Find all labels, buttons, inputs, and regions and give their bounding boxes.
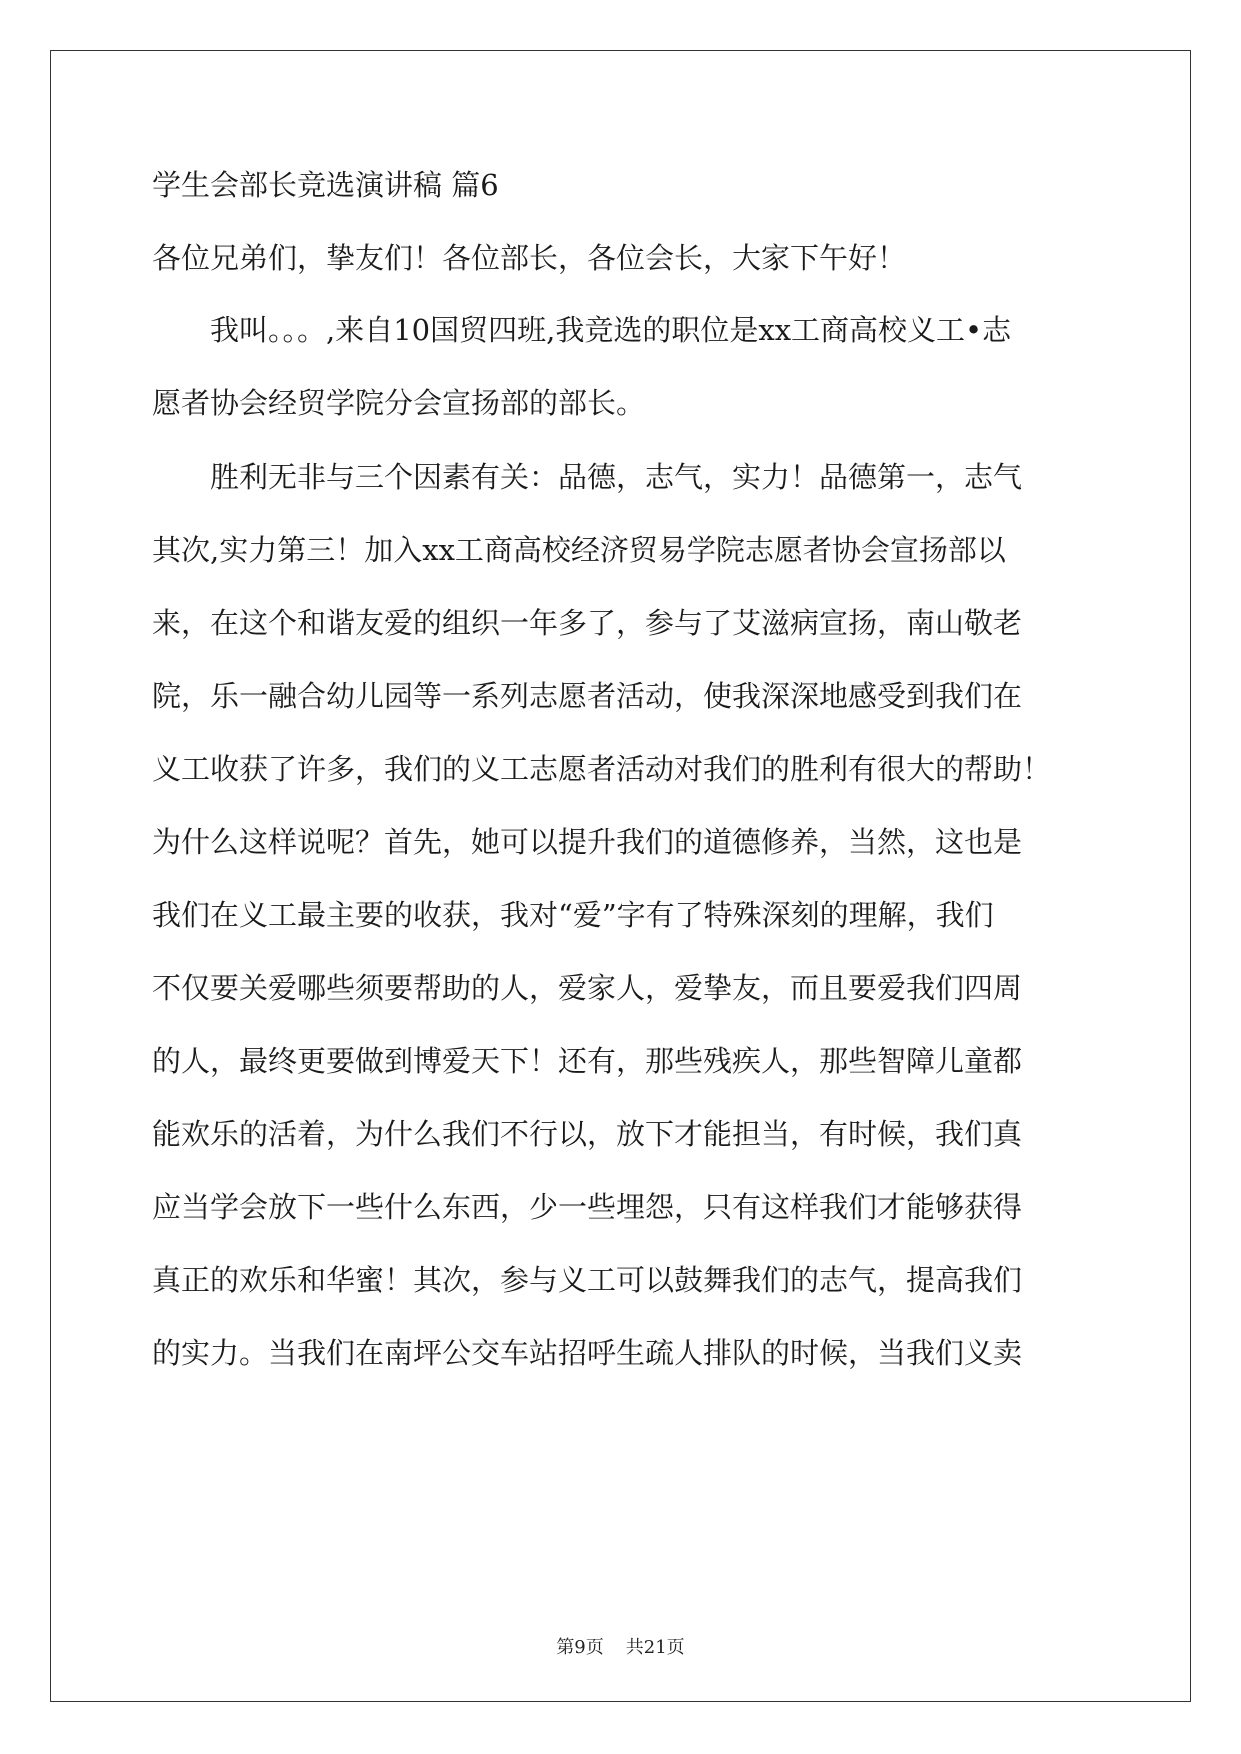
text-line: 的人，最终更要做到博爱天下！还有，那些残疾人，那些智障儿童都	[152, 1044, 1023, 1078]
text-line: 应当学会放下一些什么东西，少一些埋怨，只有这样我们才能够获得	[152, 1190, 1023, 1224]
page-number: 第9页	[556, 1637, 604, 1658]
text-line: 我叫。。。,来自10国贸四班,我竞选的职位是xx工商高校义工•志	[152, 313, 1012, 347]
page-footer	[0, 1633, 1241, 1659]
text-line: 来，在这个和谐友爱的组织一年多了，参与了艾滋病宣扬，南山敬老	[152, 606, 1023, 640]
text-line: 的实力。当我们在南坪公交车站招呼生疏人排队的时候，当我们义卖	[152, 1336, 1023, 1370]
document-title: 学生会部长竞选演讲稿 篇6	[152, 168, 499, 202]
text-line: 各位兄弟们，挚友们！各位部长，各位会长，大家下午好！	[152, 241, 907, 275]
total-pages: 共21页	[625, 1637, 685, 1658]
page-border	[50, 50, 1191, 1702]
text-line: 院，乐一融合幼儿园等一系列志愿者活动，使我深深地感受到我们在	[152, 679, 1023, 713]
text-line: 真正的欢乐和华蜜！其次，参与义工可以鼓舞我们的志气，提高我们	[152, 1263, 1023, 1297]
text-line: 义工收获了许多，我们的义工志愿者活动对我们的胜利有很大的帮助！	[152, 752, 1052, 786]
text-line: 其次,实力第三！加入xx工商高校经济贸易学院志愿者协会宣扬部以	[152, 533, 1006, 567]
text-line: 胜利无非与三个因素有关：品德，志气，实力！品德第一，志气	[152, 460, 1023, 494]
text-line: 不仅要关爱哪些须要帮助的人，爱家人，爱挚友，而且要爱我们四周	[152, 971, 1023, 1005]
text-line: 我们在义工最主要的收获，我对“爱”字有了特殊深刻的理解，我们	[152, 898, 994, 932]
text-line: 能欢乐的活着，为什么我们不行以，放下才能担当，有时候，我们真	[152, 1117, 1023, 1151]
text-line: 为什么这样说呢？首先，她可以提升我们的道德修养，当然，这也是	[152, 825, 1023, 859]
text-line: 愿者协会经贸学院分会宣扬部的部长。	[152, 386, 646, 420]
